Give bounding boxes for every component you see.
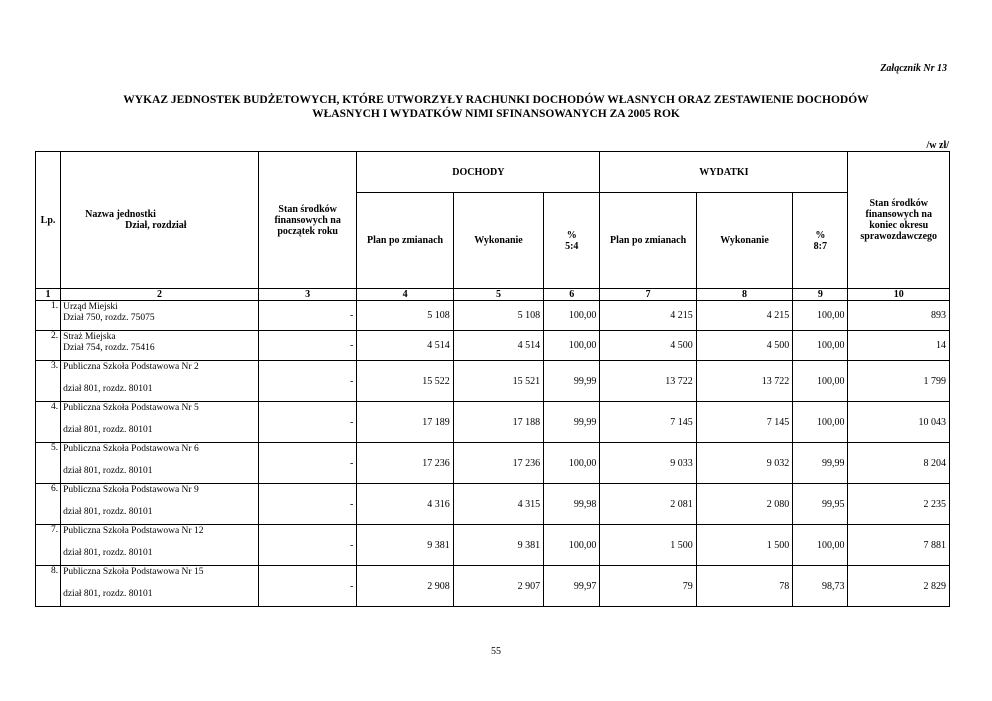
row-wykonanie-dochody: 4 315 bbox=[453, 484, 543, 525]
title-line-2: WŁASNYCH I WYDATKÓW NIMI SFINANSOWANYCH ZA 2005 ROK bbox=[312, 108, 680, 120]
row-section: dział 801, rozdz. 80101 bbox=[63, 466, 153, 476]
row-wykonanie-wydatki: 1 500 bbox=[696, 525, 792, 566]
table-row bbox=[36, 402, 950, 443]
row-section: dział 801, rozdz. 80101 bbox=[63, 548, 153, 558]
row-stan-end: 893 bbox=[848, 301, 950, 331]
header-wydatki: WYDATKI bbox=[600, 152, 848, 193]
row-stan-start: - bbox=[258, 402, 356, 443]
row-name: Publiczna Szkoła Podstawowa Nr 9 bbox=[63, 485, 199, 495]
row-pct-wydatki: 99,99 bbox=[793, 443, 848, 484]
row-wykonanie-dochody: 5 108 bbox=[453, 301, 543, 331]
header-lp: Lp. bbox=[36, 152, 61, 289]
row-pct-wydatki: 100,00 bbox=[793, 525, 848, 566]
row-plan-wydatki: 2 081 bbox=[600, 484, 696, 525]
row-plan-wydatki: 7 145 bbox=[600, 402, 696, 443]
row-stan-end: 10 043 bbox=[848, 402, 950, 443]
row-section: dział 801, rozdz. 80101 bbox=[63, 384, 153, 394]
row-name: Publiczna Szkoła Podstawowa Nr 2 bbox=[63, 362, 199, 372]
row-plan-wydatki: 4 500 bbox=[600, 331, 696, 361]
column-number-row bbox=[36, 289, 950, 301]
budget-table bbox=[35, 151, 950, 607]
table-row bbox=[36, 361, 950, 402]
row-wykonanie-dochody: 17 236 bbox=[453, 443, 543, 484]
header-stan-start: Stan środków finansowych na początek roku bbox=[258, 152, 356, 289]
title-line-1: WYKAZ JEDNOSTEK BUDŻETOWYCH, KTÓRE UTWORZYŁY RACHUNKI DOCHODÓW WŁASNYCH ORAZ ZESTAWIENIE DOCHODÓW bbox=[123, 94, 869, 106]
header-name bbox=[61, 152, 259, 289]
header-plan-wydatki: Plan po zmianach bbox=[600, 193, 696, 289]
row-section: Dział 754, rozdz. 75416 bbox=[63, 343, 155, 353]
row-wykonanie-dochody: 15 521 bbox=[453, 361, 543, 402]
header-pct-wydatki-ratio: 8:7 bbox=[813, 240, 827, 252]
row-name-cell bbox=[61, 301, 259, 331]
table-row bbox=[36, 566, 950, 607]
row-wykonanie-dochody: 9 381 bbox=[453, 525, 543, 566]
row-name: Publiczna Szkoła Podstawowa Nr 12 bbox=[63, 526, 204, 536]
row-pct-wydatki: 100,00 bbox=[793, 301, 848, 331]
header-pct-wydatki-sign: % bbox=[815, 229, 826, 241]
row-section: dział 801, rozdz. 80101 bbox=[63, 507, 153, 517]
header-pct-dochody-ratio: 5:4 bbox=[565, 240, 579, 252]
row-lp: 7. bbox=[36, 525, 61, 566]
table-row bbox=[36, 301, 950, 331]
row-lp: 1. bbox=[36, 301, 61, 331]
row-stan-start: - bbox=[258, 361, 356, 402]
col-number: 4 bbox=[357, 289, 453, 301]
row-stan-start: - bbox=[258, 484, 356, 525]
row-plan-wydatki: 1 500 bbox=[600, 525, 696, 566]
table-row bbox=[36, 443, 950, 484]
row-pct-dochody: 99,99 bbox=[544, 402, 600, 443]
row-plan-dochody: 17 189 bbox=[357, 402, 453, 443]
col-number: 2 bbox=[61, 289, 259, 301]
row-stan-start: - bbox=[258, 331, 356, 361]
row-name: Publiczna Szkoła Podstawowa Nr 5 bbox=[63, 403, 199, 413]
row-stan-end: 8 204 bbox=[848, 443, 950, 484]
header-name-line-2: Dział, rozdział bbox=[125, 220, 187, 231]
header-pct-dochody bbox=[544, 193, 600, 289]
col-number: 3 bbox=[258, 289, 356, 301]
table-row bbox=[36, 484, 950, 525]
row-pct-dochody: 100,00 bbox=[544, 301, 600, 331]
row-section: Dział 750, rozdz. 75075 bbox=[63, 313, 155, 323]
header-row-main bbox=[36, 152, 950, 193]
document-title bbox=[36, 93, 956, 121]
row-plan-dochody: 2 908 bbox=[357, 566, 453, 607]
row-pct-wydatki: 98,73 bbox=[793, 566, 848, 607]
header-pct-dochody-sign: % bbox=[566, 229, 577, 241]
row-pct-dochody: 100,00 bbox=[544, 525, 600, 566]
row-stan-end: 2 829 bbox=[848, 566, 950, 607]
row-plan-dochody: 17 236 bbox=[357, 443, 453, 484]
row-plan-dochody: 15 522 bbox=[357, 361, 453, 402]
row-name: Publiczna Szkoła Podstawowa Nr 6 bbox=[63, 444, 199, 454]
row-pct-dochody: 99,97 bbox=[544, 566, 600, 607]
row-name-cell bbox=[61, 566, 259, 607]
col-number: 7 bbox=[600, 289, 696, 301]
row-plan-wydatki: 13 722 bbox=[600, 361, 696, 402]
page-number: 55 bbox=[491, 646, 501, 657]
col-number: 9 bbox=[793, 289, 848, 301]
row-plan-dochody: 9 381 bbox=[357, 525, 453, 566]
header-dochody: DOCHODY bbox=[357, 152, 600, 193]
row-stan-end: 14 bbox=[848, 331, 950, 361]
col-number: 6 bbox=[544, 289, 600, 301]
row-name-cell bbox=[61, 331, 259, 361]
col-number: 5 bbox=[453, 289, 543, 301]
header-stan-end: Stan środków finansowych na koniec okresu sprawozdawczego bbox=[848, 152, 950, 289]
row-name-cell bbox=[61, 525, 259, 566]
col-number: 8 bbox=[696, 289, 792, 301]
row-lp: 2. bbox=[36, 331, 61, 361]
row-wykonanie-dochody: 4 514 bbox=[453, 331, 543, 361]
row-wykonanie-wydatki: 2 080 bbox=[696, 484, 792, 525]
row-wykonanie-wydatki: 78 bbox=[696, 566, 792, 607]
row-pct-wydatki: 100,00 bbox=[793, 402, 848, 443]
header-wykonanie-dochody: Wykonanie bbox=[453, 193, 543, 289]
row-lp: 8. bbox=[36, 566, 61, 607]
row-lp: 4. bbox=[36, 402, 61, 443]
annex-label: Załącznik Nr 13 bbox=[880, 63, 947, 74]
row-wykonanie-wydatki: 4 500 bbox=[696, 331, 792, 361]
row-lp: 3. bbox=[36, 361, 61, 402]
row-wykonanie-dochody: 17 188 bbox=[453, 402, 543, 443]
row-stan-start: - bbox=[258, 301, 356, 331]
row-name: Publiczna Szkoła Podstawowa Nr 15 bbox=[63, 567, 204, 577]
row-pct-dochody: 99,98 bbox=[544, 484, 600, 525]
row-name-cell bbox=[61, 361, 259, 402]
row-pct-dochody: 100,00 bbox=[544, 331, 600, 361]
row-plan-wydatki: 79 bbox=[600, 566, 696, 607]
header-wykonanie-wydatki: Wykonanie bbox=[696, 193, 792, 289]
row-wykonanie-wydatki: 13 722 bbox=[696, 361, 792, 402]
row-name-cell bbox=[61, 443, 259, 484]
table-row bbox=[36, 525, 950, 566]
row-lp: 6. bbox=[36, 484, 61, 525]
row-stan-start: - bbox=[258, 525, 356, 566]
row-name: Straż Miejska bbox=[63, 332, 116, 342]
row-pct-dochody: 100,00 bbox=[544, 443, 600, 484]
row-stan-start: - bbox=[258, 443, 356, 484]
row-pct-wydatki: 100,00 bbox=[793, 331, 848, 361]
row-stan-start: - bbox=[258, 566, 356, 607]
row-stan-end: 7 881 bbox=[848, 525, 950, 566]
row-wykonanie-wydatki: 4 215 bbox=[696, 301, 792, 331]
row-name-cell bbox=[61, 484, 259, 525]
row-lp: 5. bbox=[36, 443, 61, 484]
row-section: dział 801, rozdz. 80101 bbox=[63, 589, 153, 599]
header-pct-wydatki bbox=[793, 193, 848, 289]
row-stan-end: 1 799 bbox=[848, 361, 950, 402]
row-plan-wydatki: 4 215 bbox=[600, 301, 696, 331]
header-name-line-1: Nazwa jednostki bbox=[85, 209, 156, 220]
table-row bbox=[36, 331, 950, 361]
col-number: 1 bbox=[36, 289, 61, 301]
header-plan-dochody: Plan po zmianach bbox=[357, 193, 453, 289]
row-wykonanie-dochody: 2 907 bbox=[453, 566, 543, 607]
row-wykonanie-wydatki: 9 032 bbox=[696, 443, 792, 484]
row-pct-dochody: 99,99 bbox=[544, 361, 600, 402]
row-plan-dochody: 4 514 bbox=[357, 331, 453, 361]
row-plan-dochody: 4 316 bbox=[357, 484, 453, 525]
row-pct-wydatki: 99,95 bbox=[793, 484, 848, 525]
row-name: Urząd Miejski bbox=[63, 302, 118, 312]
row-stan-end: 2 235 bbox=[848, 484, 950, 525]
unit-label: /w zł/ bbox=[926, 140, 949, 151]
row-plan-wydatki: 9 033 bbox=[600, 443, 696, 484]
row-name-cell bbox=[61, 402, 259, 443]
row-plan-dochody: 5 108 bbox=[357, 301, 453, 331]
col-number: 10 bbox=[848, 289, 950, 301]
row-section: dział 801, rozdz. 80101 bbox=[63, 425, 153, 435]
row-wykonanie-wydatki: 7 145 bbox=[696, 402, 792, 443]
row-pct-wydatki: 100,00 bbox=[793, 361, 848, 402]
